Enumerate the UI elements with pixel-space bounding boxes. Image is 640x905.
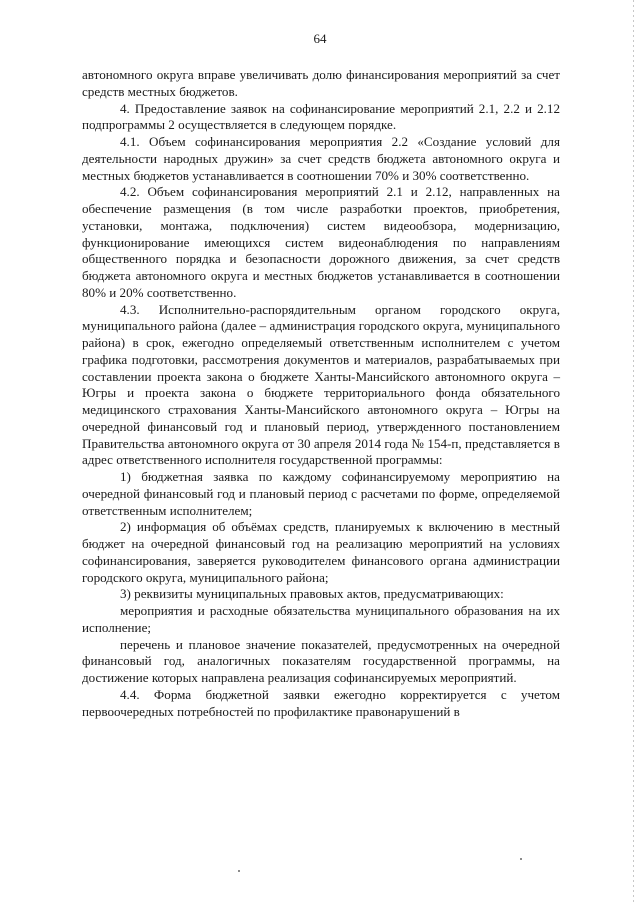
- paragraph-4-2: 4.2. Объем софинансирования мероприятий 2.1 и 2.12, направленных на обеспечение размещения (в том числе разработки проектов, приобретения, установки, монтажа, подключения) систем видеообзора, модернизацию, функционирование имеющихся систем видеонаблюдения по направлениям общественного порядка и безопасности дорожного движения, за счет средств бюджета автономного округа и местных бюджетов устанавливается в соотношении 80% и 20% соответственно.: [82, 184, 560, 300]
- sub-item-obligations: мероприятия и расходные обязательства муниципального образования на их исполнение;: [82, 603, 560, 635]
- sub-item-indicators: перечень и плановое значение показателей, предусмотренных на очередной финансовый год, аналогичных показателям государственной программы, на достижение которых направлена реализация софинансируемых мероприятий.: [82, 636, 560, 685]
- scan-speck: [520, 858, 522, 860]
- list-item-1: 1) бюджетная заявка по каждому софинансируемому мероприятию на очередной финансовый год и плановый период с расчетами по форме, определяемой ответственным исполнителем;: [82, 469, 560, 518]
- paragraph-4-1: 4.1. Объем софинансирования мероприятия 2.2 «Создание условий для деятельности народных дружин» за счет средств бюджета автономного округа и местных бюджетов устанавливается в соотношении 70% и 30% соответственно.: [82, 134, 560, 183]
- paragraph-4-4: 4.4. Форма бюджетной заявки ежегодно корректируется с учетом первоочередных потребностей по профилактике правонарушений в: [82, 686, 560, 719]
- scan-speck: [238, 870, 240, 872]
- scan-edge-line: [633, 0, 634, 905]
- paragraph-continuation: автономного округа вправе увеличивать долю финансирования мероприятий за счет средств местных бюджетов.: [82, 67, 560, 99]
- list-item-3: 3) реквизиты муниципальных правовых актов, предусматривающих:: [120, 586, 504, 602]
- document-body: [82, 67, 560, 720]
- paragraph-section-4: 4. Предоставление заявок на софинансирование мероприятий 2.1, 2.2 и 2.12 подпрограммы 2 осуществляется в следующем порядке.: [82, 100, 560, 133]
- page-number: 64: [313, 31, 327, 46]
- list-item-2: 2) информация об объёмах средств, планируемых к включению в местный бюджет на очередной финансовый год на реализацию мероприятий на условиях софинансирования, заверяется руководителем финансового органа администрации городского округа, муниципального района;: [82, 519, 560, 585]
- paragraph-4-3: 4.3. Исполнительно-распорядительным органом городского округа, муниципального района (далее – администрация городского округа, муниципального района) в срок, ежегодно определяемый ответственным исполнителем с учетом графика подготовки, рассмотрения документов и материалов, разрабатываемых при составлении проекта закона о бюджете Ханты-Мансийского автономного округа – Югры и проекта закона о бюджете территориального фонда обязательного медицинского страхования Ханты-Мансийского автономного округа – Югры на очередной финансовый год и плановый период, утвержденного постановлением Правительства автономного округа от 30 апреля 2014 года № 154-п, представляется в адрес ответственного исполнителя государственной программы:: [82, 301, 560, 468]
